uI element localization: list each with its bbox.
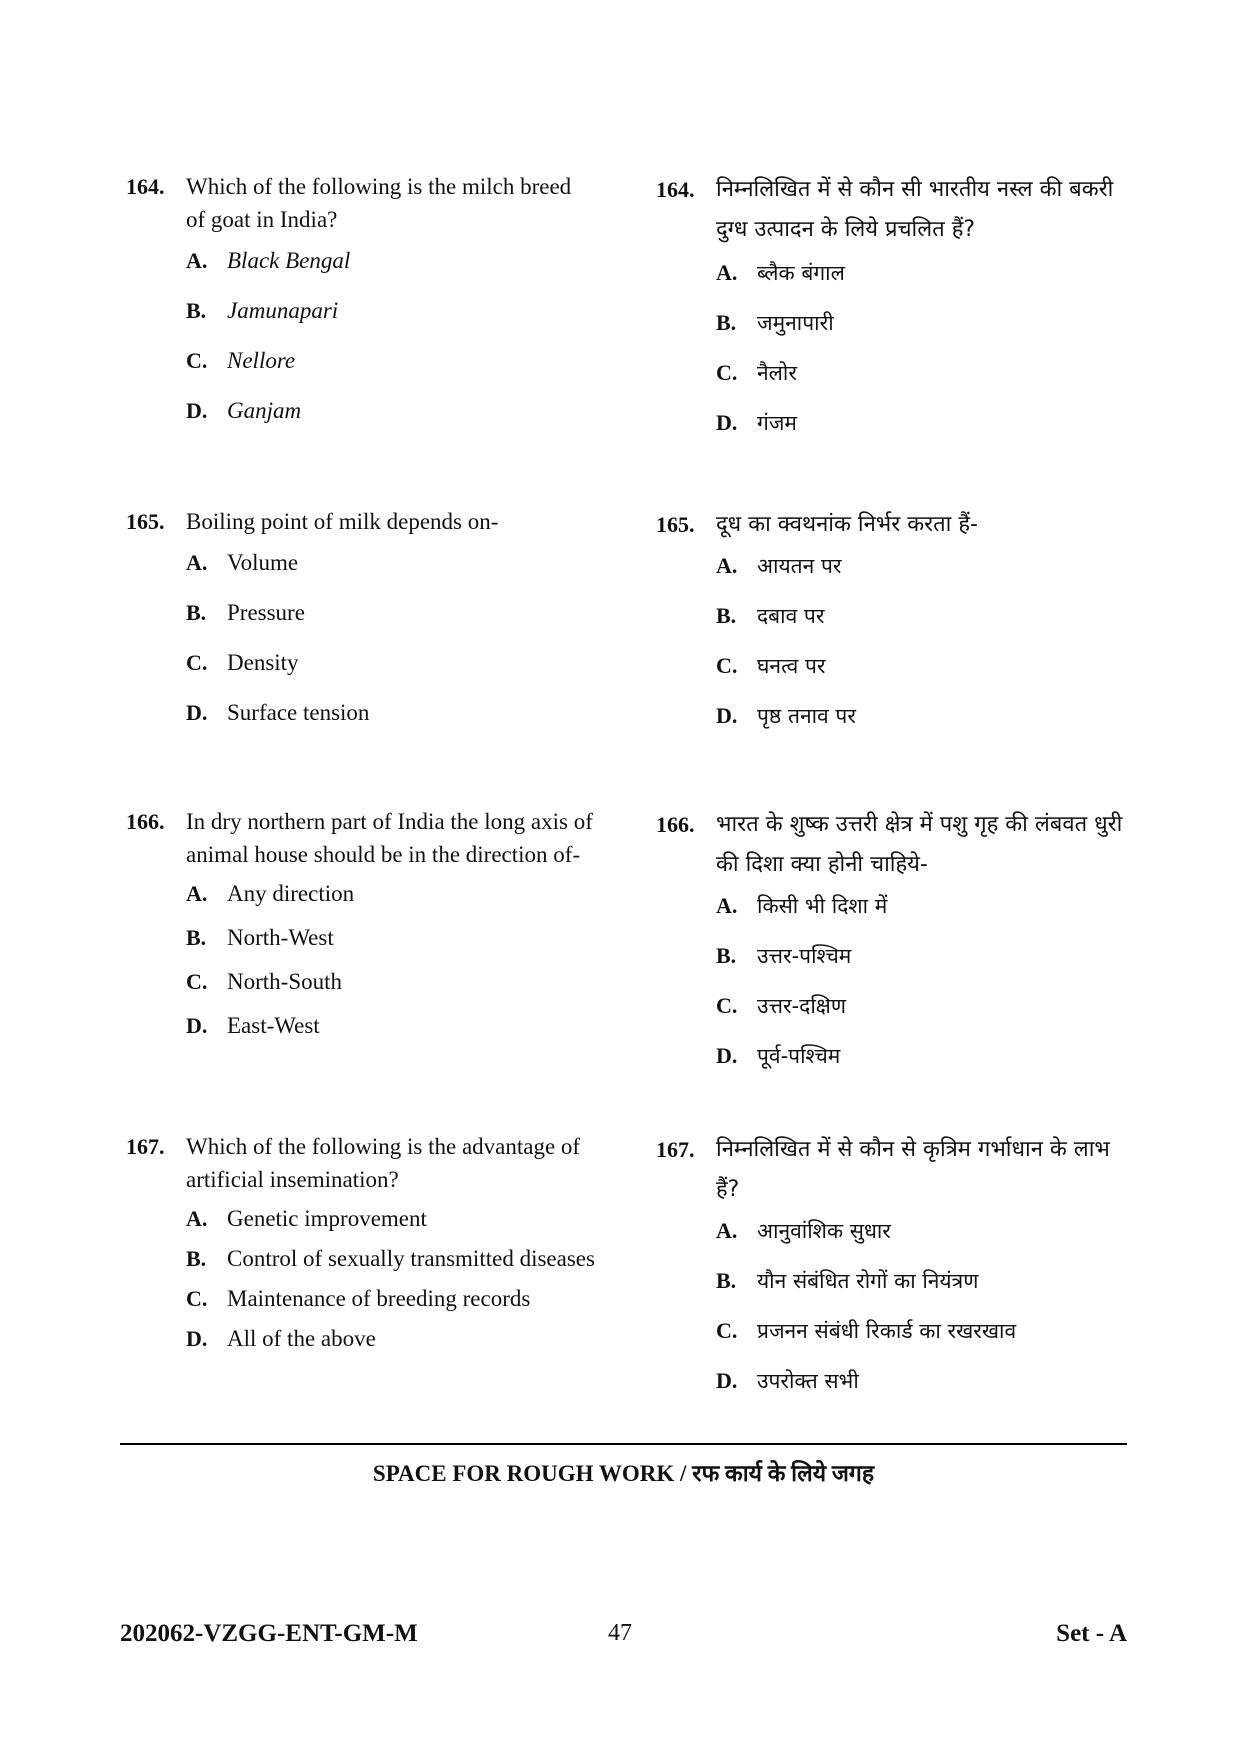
question-text: निम्नलिखित में से कौन सी भारतीय नस्ल की बकरी दुग्ध उत्पादन के लिये प्रचलित हैं?: [716, 177, 1114, 242]
option-b: B. यौन संबंधित रोगों का नियंत्रण: [716, 1268, 979, 1293]
options-list: [126, 246, 596, 446]
option-c: C. Maintenance of breeding records: [186, 1286, 531, 1311]
option-d: D. All of the above: [186, 1326, 376, 1351]
question-number: 164.: [656, 177, 695, 202]
option-b: B. North-West: [186, 925, 334, 950]
divider-rule: [120, 1443, 1127, 1445]
question-number: 167.: [126, 1134, 165, 1159]
option-a: A. आयतन पर: [716, 553, 842, 578]
question-167-hi: [656, 1130, 1136, 1416]
rough-work-heading: SPACE FOR ROUGH WORK / रफ कार्य के लिये जगह: [372, 1461, 875, 1486]
options-list: [126, 548, 596, 748]
options-list: [656, 551, 1136, 751]
option-c: C. नैलोर: [716, 360, 797, 385]
option-a: A. Black Bengal: [186, 248, 351, 273]
question-text: दूध का क्वथनांक निर्भर करता हैं-: [716, 512, 978, 537]
option-d: D. Surface tension: [186, 700, 370, 725]
question-text: In dry northern part of India the long axis of animal house should be in the direction of-: [186, 809, 593, 867]
option-a: A. Any direction: [186, 881, 355, 906]
option-a: A. ब्लैक बंगाल: [716, 260, 845, 285]
option-c: C. प्रजनन संबंधी रिकार्ड का रखरखाव: [716, 1318, 1017, 1343]
question-number: 167.: [656, 1137, 695, 1162]
question-text: निम्नलिखित में से कौन से कृत्रिम गर्भाधान के लाभ हैं?: [716, 1137, 1110, 1202]
question-164-hi: [656, 170, 1136, 458]
option-c: C. North-South: [186, 969, 342, 994]
question-166-en: [126, 805, 596, 1055]
option-a: A. आनुवांशिक सुधार: [716, 1218, 891, 1243]
option-d: D. उपरोक्त सभी: [716, 1368, 859, 1393]
question-166-hi: [656, 805, 1136, 1091]
question-text: Which of the following is the milch breed of goat in India?: [186, 174, 572, 232]
option-c: C. Density: [186, 650, 299, 675]
option-d: D. Ganjam: [186, 398, 302, 423]
question-number: 165.: [126, 509, 165, 534]
option-b: B. Control of sexually transmitted diseases: [186, 1246, 595, 1271]
option-d: D. गंजम: [716, 410, 797, 435]
options-list: [656, 1216, 1136, 1416]
option-b: B. दबाव पर: [716, 603, 825, 628]
question-number: 166.: [656, 812, 695, 837]
option-b: B. Jamunapari: [186, 298, 339, 323]
options-list: [656, 891, 1136, 1091]
option-d: D. पूर्व-पश्चिम: [716, 1043, 841, 1068]
option-c: C. Nellore: [186, 348, 296, 373]
set-label: Set - A: [1056, 1620, 1127, 1647]
option-b: B. उत्तर-पश्चिम: [716, 943, 852, 968]
question-text: Boiling point of milk depends on-: [186, 509, 499, 534]
question-text: भारत के शुष्क उत्तरी क्षेत्र में पशु गृह की लंबवत धुरी की दिशा क्या होनी चाहिये-: [716, 812, 1123, 877]
question-164-en: [126, 170, 596, 446]
options-list: [126, 879, 596, 1055]
options-list: [656, 258, 1136, 458]
option-d: D. पृष्ठ तनाव पर: [716, 703, 856, 728]
question-number: 164.: [126, 174, 165, 199]
question-number: 166.: [126, 809, 165, 834]
question-167-en: [126, 1130, 596, 1355]
options-list: [126, 1202, 596, 1355]
option-b: B. जमुनापारी: [716, 310, 834, 335]
option-d: D. East-West: [186, 1013, 320, 1038]
option-c: C. घनत्व पर: [716, 653, 826, 678]
option-a: A. Genetic improvement: [186, 1206, 427, 1231]
option-c: C. उत्तर-दक्षिण: [716, 993, 847, 1018]
page-number: 47: [608, 1620, 632, 1646]
option-a: A. Volume: [186, 550, 299, 575]
question-165-hi: [656, 505, 1136, 751]
option-a: A. किसी भी दिशा में: [716, 893, 888, 918]
question-165-en: [126, 505, 596, 748]
option-b: B. Pressure: [186, 600, 305, 625]
paper-code: 202062-VZGG-ENT-GM-M: [120, 1620, 418, 1647]
question-number: 165.: [656, 512, 695, 537]
question-text: Which of the following is the advantage of artificial insemination?: [186, 1134, 581, 1192]
